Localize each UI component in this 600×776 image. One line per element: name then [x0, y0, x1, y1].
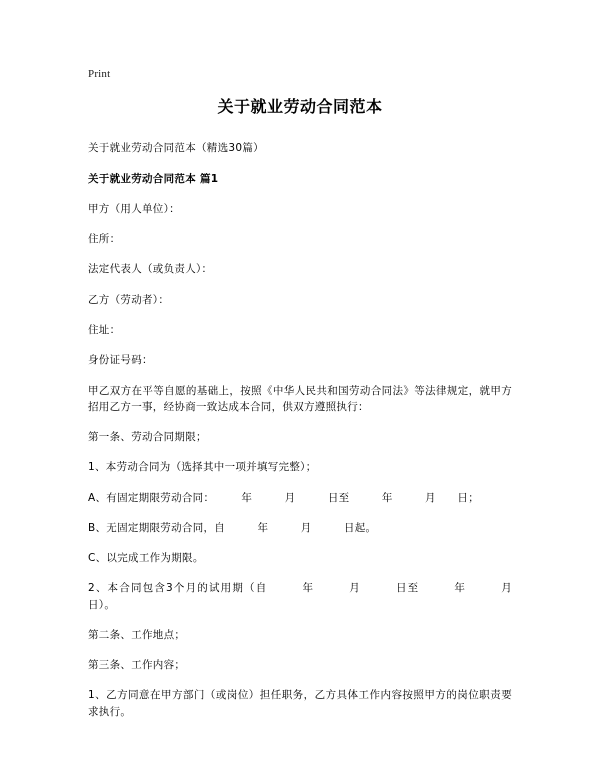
paragraph-party-b: 乙方（劳动者）：: [88, 293, 170, 306]
paragraph-preamble: 甲乙双方在平等自愿的基础上，按照《中华人民共和国劳动合同法》等法律规定，就甲方招用乙方一事，经协商一致达成本合同，供双方遵照执行：: [88, 384, 512, 413]
paragraph-article-3-item-1: 1、乙方同意在甲方部门（或岗位）担任职务，乙方具体工作内容按照甲方的岗位职责要求执行。: [88, 689, 512, 718]
print-button[interactable]: Print: [88, 68, 111, 80]
paragraph-article-2: 第二条、工作地点；: [88, 628, 186, 641]
paragraph-party-a: 甲方（用人单位）：: [88, 202, 180, 215]
document-subtitle: 关于就业劳动合同范本（精选30篇）: [88, 142, 264, 155]
page-title: 关于就业劳动合同范本: [217, 97, 383, 116]
paragraph-id-number: 身份证号码：: [88, 354, 153, 367]
document-body: [88, 96, 545, 734]
paragraph-address-b: 住址：: [88, 323, 121, 336]
paragraph-legal-rep: 法定代表人（或负责人）：: [88, 263, 213, 276]
paragraph-article-1: 第一条、劳动合同期限；: [88, 431, 207, 444]
paragraph-option-a: A、有固定期限劳动合同： 年 月 日至 年 月 日；: [88, 491, 480, 504]
paragraph-address-a: 住所：: [88, 233, 121, 246]
paragraph-option-c: C、以完成工作为期限。: [88, 552, 204, 565]
paragraph-option-b: B、无固定期限劳动合同，自 年 月 日起。: [88, 521, 377, 534]
paragraph-article-3: 第三条、工作内容；: [88, 659, 186, 672]
paragraph-item-1: 1、本劳动合同为（选择其中一项并填写完整）；: [88, 461, 317, 474]
paragraph-item-2: 2、本合同包含3个月的试用期（自 年 月 日至 年 月 日）。: [88, 582, 545, 611]
section-heading: 关于就业劳动合同范本 篇1: [88, 172, 219, 185]
